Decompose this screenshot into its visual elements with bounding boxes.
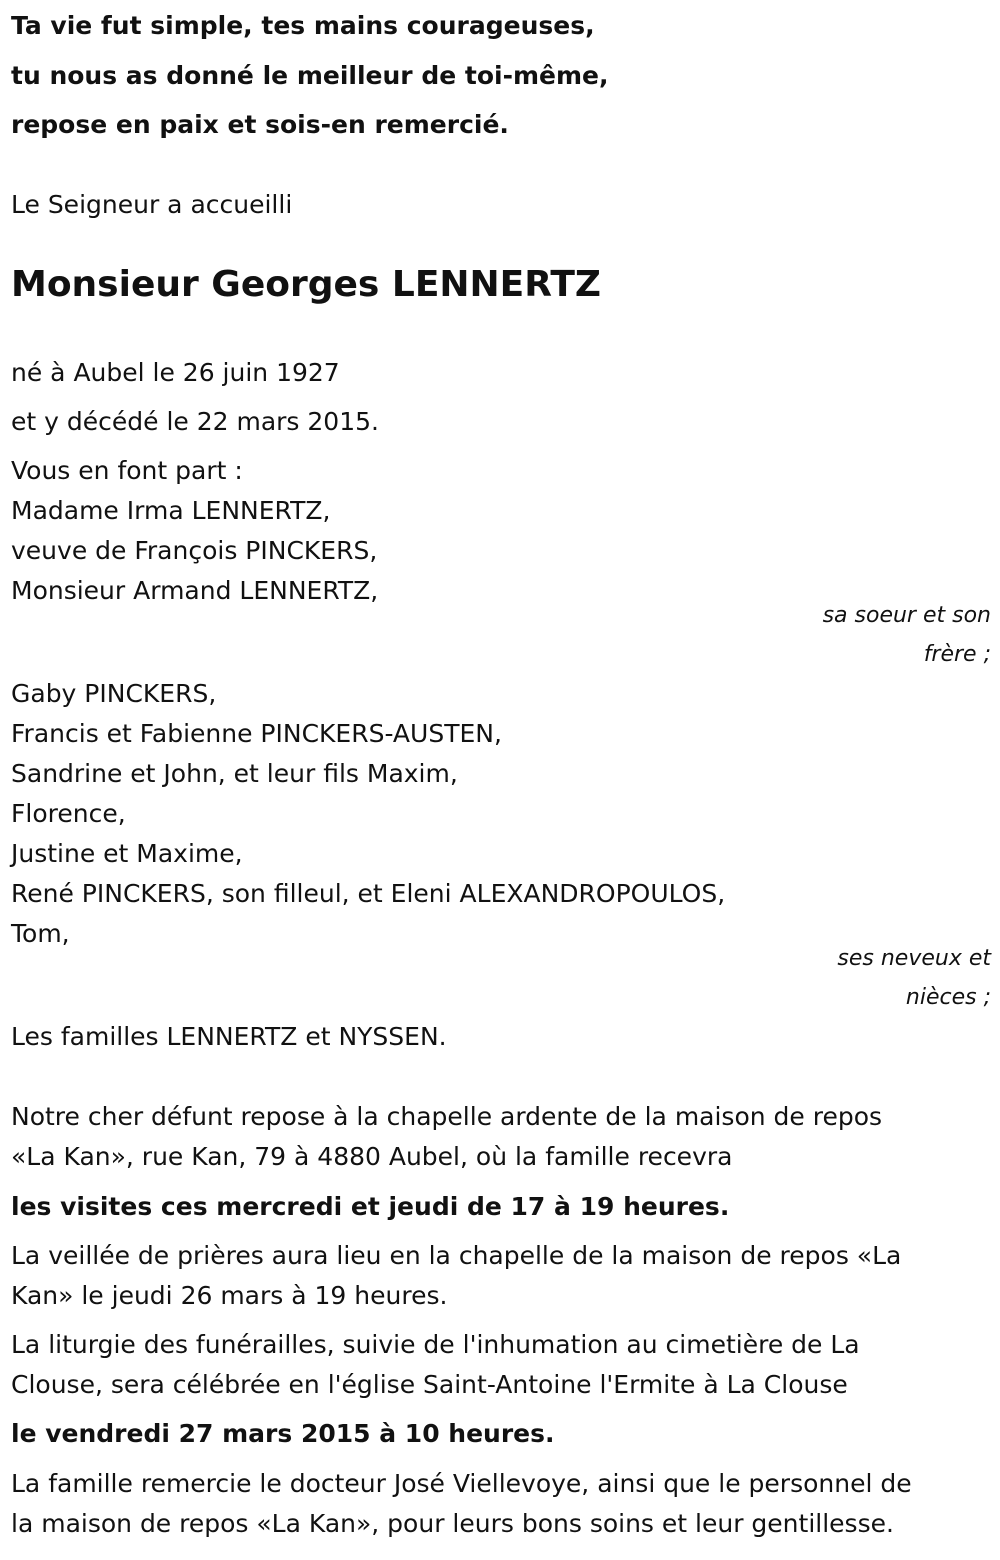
sibling-line-2: veuve de François PINCKERS, bbox=[11, 536, 378, 565]
deceased-name: Monsieur Georges LENNERTZ bbox=[11, 264, 602, 305]
poem-line-3: repose en paix et sois-en remercié. bbox=[11, 110, 509, 139]
thanks-line-2: la maison de repos «La Kan», pour leurs bons soins et leur gentillesse. bbox=[11, 1509, 894, 1538]
vigil-line-1: La veillée de prières aura lieu en la chapelle de la maison de repos «La bbox=[11, 1241, 902, 1270]
death-line: et y décédé le 22 mars 2015. bbox=[11, 407, 379, 436]
sibling-line-1: Madame Irma LENNERTZ, bbox=[11, 496, 331, 525]
nephew-line-7: Tom, bbox=[11, 919, 70, 948]
announce-line: Vous en font part : bbox=[11, 456, 243, 485]
nephews-relation-2: nièces ; bbox=[905, 985, 991, 1010]
poem-line-1: Ta vie fut simple, tes mains courageuses, bbox=[11, 11, 595, 40]
nephew-line-3: Sandrine et John, et leur fils Maxim, bbox=[11, 759, 458, 788]
families-line: Les familles LENNERTZ et NYSSEN. bbox=[11, 1022, 447, 1051]
nephews-relation-1: ses neveux et bbox=[837, 946, 991, 971]
siblings-relation-2: frère ; bbox=[923, 642, 991, 667]
nephew-line-4: Florence, bbox=[11, 799, 126, 828]
intro-text: Le Seigneur a accueilli bbox=[11, 190, 293, 219]
poem-line-2: tu nous as donné le meilleur de toi-même, bbox=[11, 61, 609, 90]
thanks-line-1: La famille remercie le docteur José Viellevoye, ainsi que le personnel de bbox=[11, 1469, 912, 1498]
funeral-date-line: le vendredi 27 mars 2015 à 10 heures. bbox=[11, 1419, 555, 1448]
birth-line: né à Aubel le 26 juin 1927 bbox=[11, 358, 340, 387]
nephew-line-2: Francis et Fabienne PINCKERS-AUSTEN, bbox=[11, 719, 502, 748]
rest-line-2: «La Kan», rue Kan, 79 à 4880 Aubel, où la famille recevra bbox=[11, 1142, 733, 1171]
nephew-line-6: René PINCKERS, son filleul, et Eleni ALEXANDROPOULOS, bbox=[11, 879, 726, 908]
siblings-relation-1: sa soeur et son bbox=[822, 603, 991, 628]
nephew-line-1: Gaby PINCKERS, bbox=[11, 679, 217, 708]
vigil-line-2: Kan» le jeudi 26 mars à 19 heures. bbox=[11, 1281, 448, 1310]
rest-line-1: Notre cher défunt repose à la chapelle ardente de la maison de repos bbox=[11, 1102, 883, 1131]
sibling-line-3: Monsieur Armand LENNERTZ, bbox=[11, 576, 379, 605]
liturgy-line-1: La liturgie des funérailles, suivie de l'inhumation au cimetière de La bbox=[11, 1330, 860, 1359]
visits-line: les visites ces mercredi et jeudi de 17 à 19 heures. bbox=[11, 1192, 730, 1221]
nephew-line-5: Justine et Maxime, bbox=[11, 839, 243, 868]
liturgy-line-2: Clouse, sera célébrée en l'église Saint-Antoine l'Ermite à La Clouse bbox=[11, 1370, 848, 1399]
